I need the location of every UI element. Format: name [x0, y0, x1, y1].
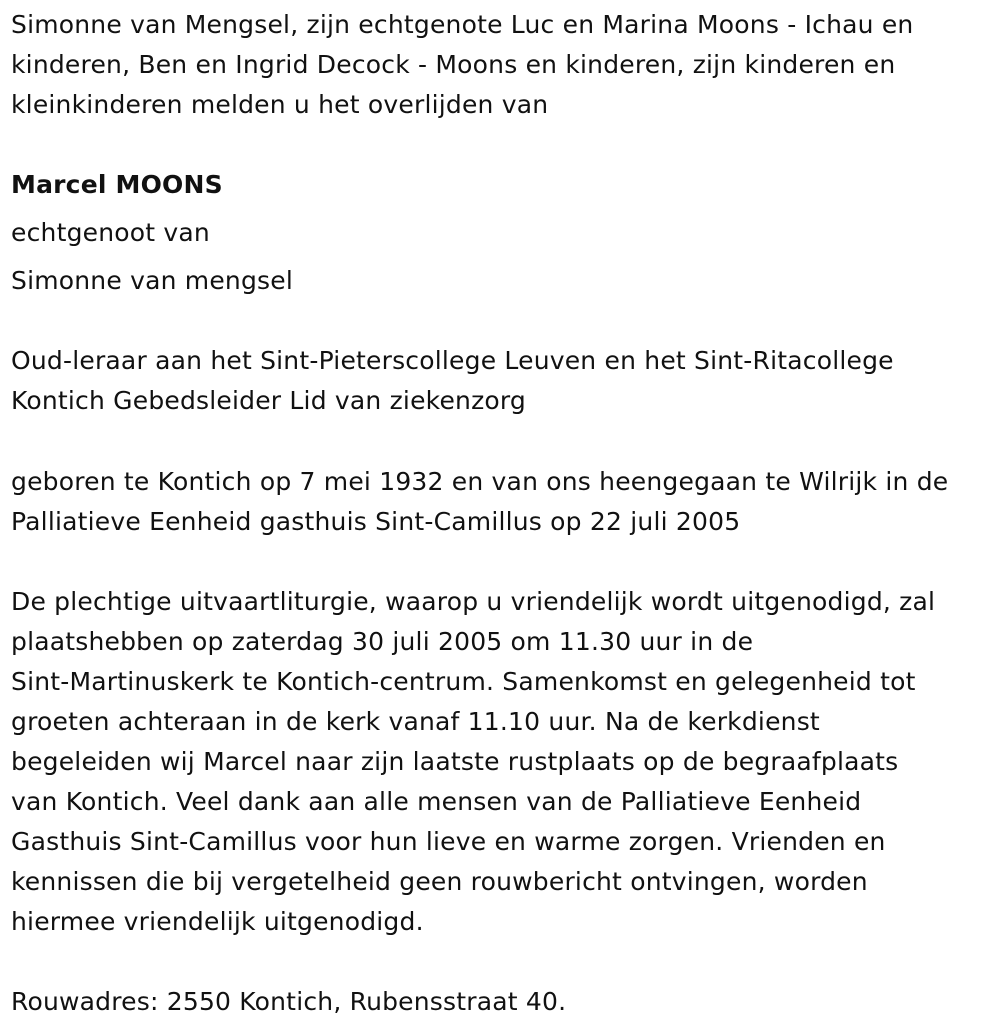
funeral-line: groeten achteraan in de kerk vanaf 11.10 uur. Na de kerkdienst	[11, 707, 820, 736]
funeral-line: begeleiden wij Marcel naar zijn laatste rustplaats op de begraafplaats	[11, 747, 899, 776]
funeral-line: plaatshebben op zaterdag 30 juli 2005 om 11.30 uur in de	[11, 627, 754, 656]
funeral-line: De plechtige uitvaartliturgie, waarop u vriendelijk wordt uitgenodigd, zal	[11, 587, 936, 616]
funeral-line: hiermee vriendelijk uitgenodigd.	[11, 907, 424, 936]
intro-line: Simonne van Mengsel, zijn echtgenote Luc en Marina Moons - Ichau en	[11, 10, 914, 39]
occupation-paragraph	[11, 341, 894, 421]
occupation-line: Kontich Gebedsleider Lid van ziekenzorg	[11, 386, 527, 415]
occupation-line: Oud-leraar aan het Sint-Pieterscollege Leuven en het Sint-Ritacollege	[11, 346, 894, 375]
birth-death-line: Palliatieve Eenheid gasthuis Sint-Camillus op 22 juli 2005	[11, 507, 741, 536]
intro-line: kleinkinderen melden u het overlijden van	[11, 90, 549, 119]
funeral-paragraph	[11, 582, 935, 942]
spouse-name: Simonne van mengsel	[11, 266, 293, 295]
birth-death-line: geboren te Kontich op 7 mei 1932 en van ons heengegaan te Wilrijk in de	[11, 467, 949, 496]
funeral-line: van Kontich. Veel dank aan alle mensen van de Palliatieve Eenheid	[11, 787, 862, 816]
funeral-line: kennissen die bij vergetelheid geen rouwbericht ontvingen, worden	[11, 867, 868, 896]
funeral-line: Gasthuis Sint-Camillus voor hun lieve en warme zorgen. Vrienden en	[11, 827, 886, 856]
mourning-address: Rouwadres: 2550 Kontich, Rubensstraat 40.	[11, 987, 567, 1016]
relation-label: echtgenoot van	[11, 218, 210, 247]
birth-death-paragraph	[11, 462, 948, 542]
intro-line: kinderen, Ben en Ingrid Decock - Moons en kinderen, zijn kinderen en	[11, 50, 896, 79]
intro-paragraph	[11, 5, 913, 125]
deceased-name: Marcel MOONS	[11, 170, 223, 199]
funeral-line: Sint-Martinuskerk te Kontich-centrum. Samenkomst en gelegenheid tot	[11, 667, 916, 696]
